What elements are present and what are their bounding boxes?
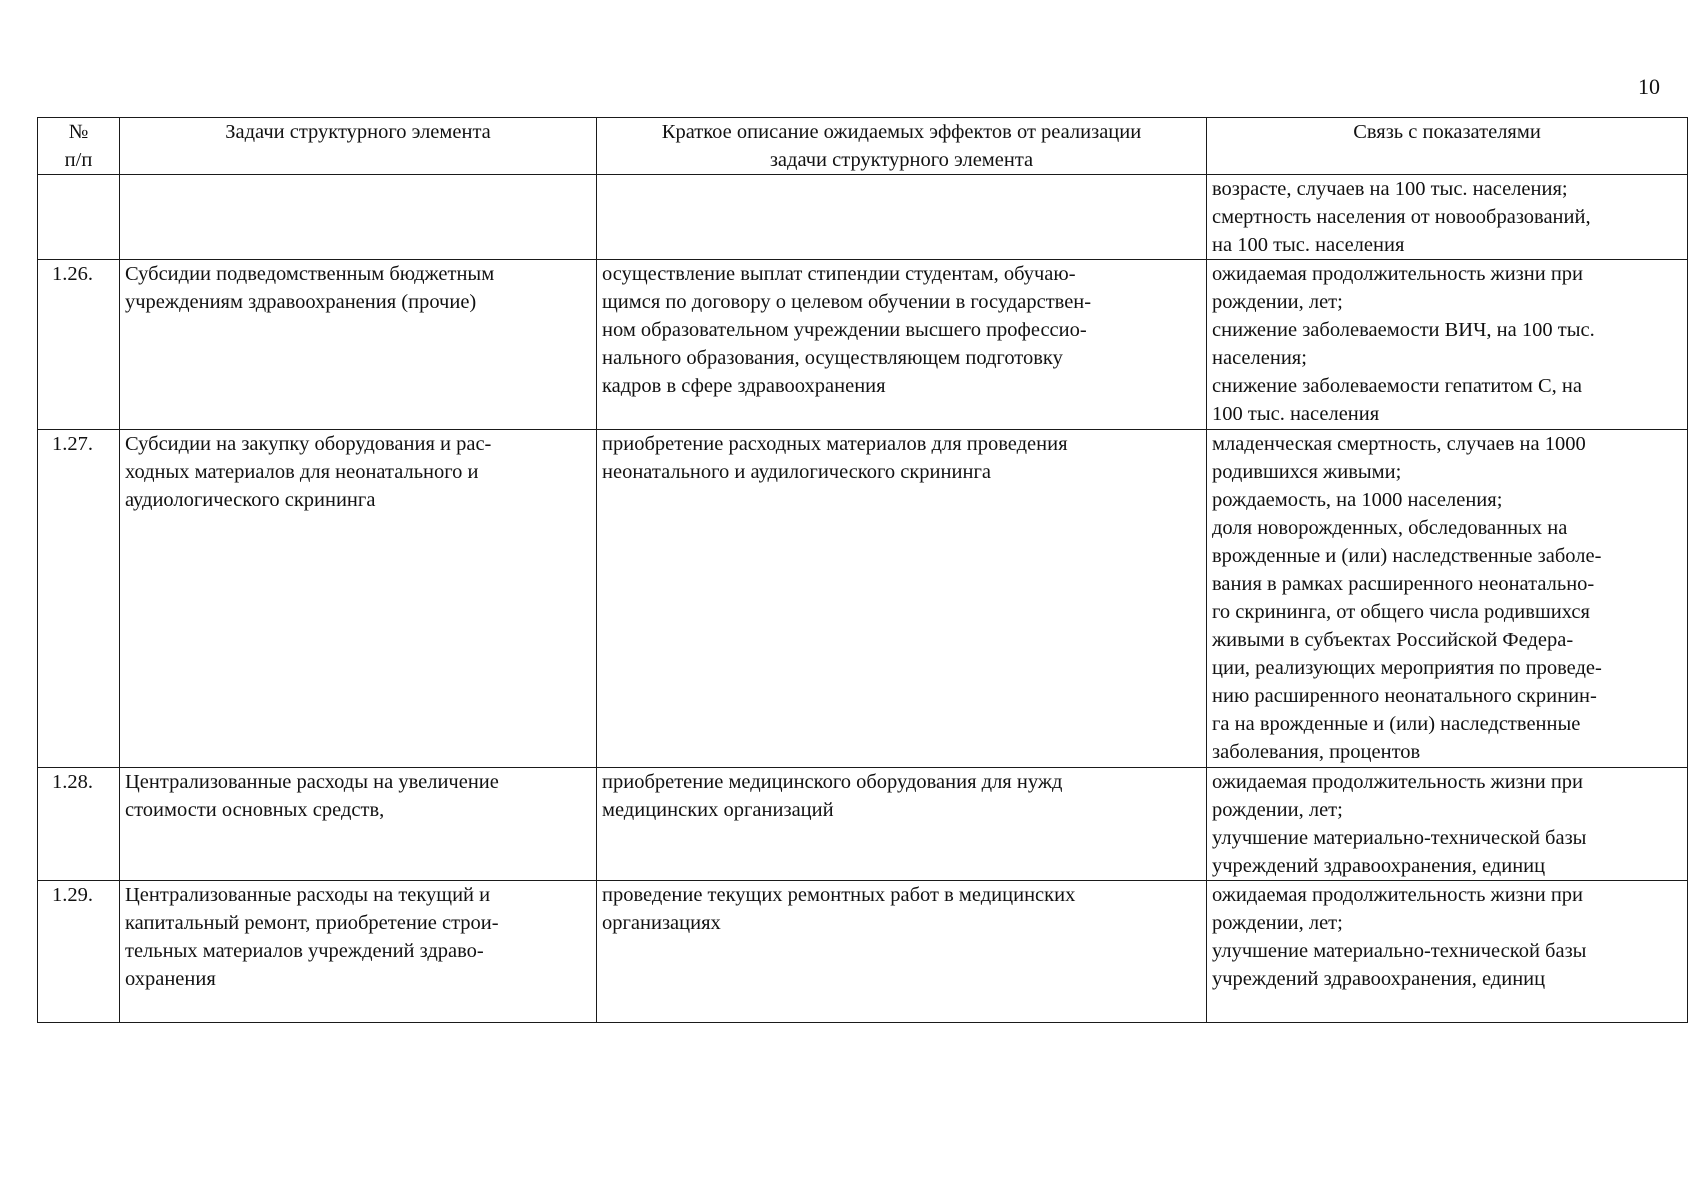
indicator-line: врожденные и (или) наследственные заболе- <box>1212 545 1602 567</box>
indicator-line: рождении, лет; <box>1212 912 1343 934</box>
effect-line: приобретение медицинского оборудования для нужд <box>602 771 1063 793</box>
indicator-line: улучшение материально-технической базы <box>1212 827 1587 849</box>
indicator-line: вания в рамках расширенного неонатально- <box>1212 573 1595 595</box>
task-line: капитальный ремонт, приобретение строи- <box>125 912 499 934</box>
effect-line: неонатального и аудилогического скрининга <box>602 461 991 483</box>
header-num-line: № <box>68 121 89 143</box>
page-number: 10 <box>1638 74 1660 99</box>
indicator-line: возрасте, случаев на 100 тыс. населения; <box>1212 178 1568 200</box>
task-cell <box>120 881 597 1023</box>
indicator-line: младенческая смертность, случаев на 1000 <box>1212 433 1586 455</box>
effect-cell <box>597 260 1207 430</box>
row-number: 1.29. <box>38 881 120 1023</box>
indicator-line: нию расширенного неонатального скринин- <box>1212 685 1597 707</box>
effect-line: приобретение расходных материалов для проведения <box>602 433 1068 455</box>
table-row <box>38 260 1688 430</box>
tasks-table <box>37 117 1688 1023</box>
indicator-cell <box>1207 881 1688 1023</box>
indicator-cell <box>1207 768 1688 881</box>
effect-cell <box>597 768 1207 881</box>
indicator-line: доля новорожденных, обследованных на <box>1212 517 1568 539</box>
indicator-cell <box>1207 430 1688 768</box>
row-number: 1.26. <box>38 260 120 430</box>
indicator-line: 100 тыс. населения <box>1212 403 1380 425</box>
header-num-line: п/п <box>64 149 93 171</box>
row-number: 1.28. <box>38 768 120 881</box>
indicator-line: ожидаемая продолжительность жизни при <box>1212 263 1584 285</box>
indicator-line: ции, реализующих мероприятия по проведе- <box>1212 657 1602 679</box>
indicator-line: снижение заболеваемости гепатитом С, на <box>1212 375 1582 397</box>
table-row <box>38 768 1688 881</box>
indicator-line: на 100 тыс. населения <box>1212 234 1405 256</box>
header-effect-line: Краткое описание ожидаемых эффектов от реализации <box>661 121 1142 143</box>
effect-line: медицинских организаций <box>602 799 834 821</box>
indicator-line: рождении, лет; <box>1212 799 1343 821</box>
effect-line: нального образования, осуществляющем подготовку <box>602 347 1063 369</box>
task-cell <box>120 768 597 881</box>
task-line: Централизованные расходы на текущий и <box>125 884 491 906</box>
effect-cell <box>597 430 1207 768</box>
task-line: тельных материалов учреждений здраво- <box>125 940 484 962</box>
table-row <box>38 881 1688 1023</box>
indicator-line: рождаемость, на 1000 населения; <box>1212 489 1503 511</box>
task-line: Субсидии подведомственным бюджетным <box>125 263 495 285</box>
indicator-line: рождении, лет; <box>1212 291 1343 313</box>
indicator-line: смертность населения от новообразований, <box>1212 206 1591 228</box>
task-line: учреждениям здравоохранения (прочие) <box>125 291 477 313</box>
task-cell <box>120 430 597 768</box>
task-line: стоимости основных средств, <box>125 799 385 821</box>
header-effect-line: задачи структурного элемента <box>769 149 1034 171</box>
indicator-cell <box>1207 260 1688 430</box>
indicator-line: живыми в субъектах Российской Федера- <box>1212 629 1574 651</box>
task-line: аудиологического скрининга <box>125 489 376 511</box>
effect-line: ном образовательном учреждении высшего профессио- <box>602 319 1087 341</box>
row-number: 1.27. <box>38 430 120 768</box>
indicator-line: снижение заболеваемости ВИЧ, на 100 тыс. <box>1212 319 1595 341</box>
header-task <box>120 118 597 175</box>
indicator-cell <box>1207 175 1688 260</box>
effect-line: кадров в сфере здравоохранения <box>602 375 886 397</box>
indicator-line: го скрининга, от общего числа родившихся <box>1212 601 1590 623</box>
header-link <box>1207 118 1688 175</box>
effect-line: осуществление выплат стипендии студентам, обучаю- <box>602 263 1076 285</box>
header-effect <box>597 118 1207 175</box>
header-num <box>38 118 120 175</box>
table-header <box>38 118 1688 175</box>
indicator-line: га на врожденные и (или) наследственные <box>1212 713 1581 735</box>
indicator-line: ожидаемая продолжительность жизни при <box>1212 884 1584 906</box>
task-cell <box>120 260 597 430</box>
indicator-line: родившихся живыми; <box>1212 461 1402 483</box>
effect-cell <box>597 175 1207 260</box>
effect-line: щимся по договору о целевом обучении в государствен- <box>602 291 1092 313</box>
row-number <box>38 175 120 260</box>
table-row <box>38 430 1688 768</box>
indicator-line: ожидаемая продолжительность жизни при <box>1212 771 1584 793</box>
header-row <box>38 118 1688 175</box>
table-row-continuation <box>38 175 1688 260</box>
effect-line: проведение текущих ремонтных работ в медицинских <box>602 884 1076 906</box>
task-line: охранения <box>125 968 216 990</box>
task-cell <box>120 175 597 260</box>
indicator-line: заболевания, процентов <box>1212 741 1421 763</box>
effect-cell <box>597 881 1207 1023</box>
header-link-line: Связь с показателями <box>1353 121 1541 143</box>
indicator-line: учреждений здравоохранения, единиц <box>1212 855 1546 877</box>
task-line: Централизованные расходы на увеличение <box>125 771 499 793</box>
indicator-line: населения; <box>1212 347 1307 369</box>
task-line: ходных материалов для неонатального и <box>125 461 479 483</box>
task-line: Субсидии на закупку оборудования и рас- <box>125 433 492 455</box>
effect-line: организациях <box>602 912 721 934</box>
header-task-line: Задачи структурного элемента <box>225 121 491 143</box>
indicator-line: улучшение материально-технической базы <box>1212 940 1587 962</box>
indicator-line: учреждений здравоохранения, единиц <box>1212 968 1546 990</box>
